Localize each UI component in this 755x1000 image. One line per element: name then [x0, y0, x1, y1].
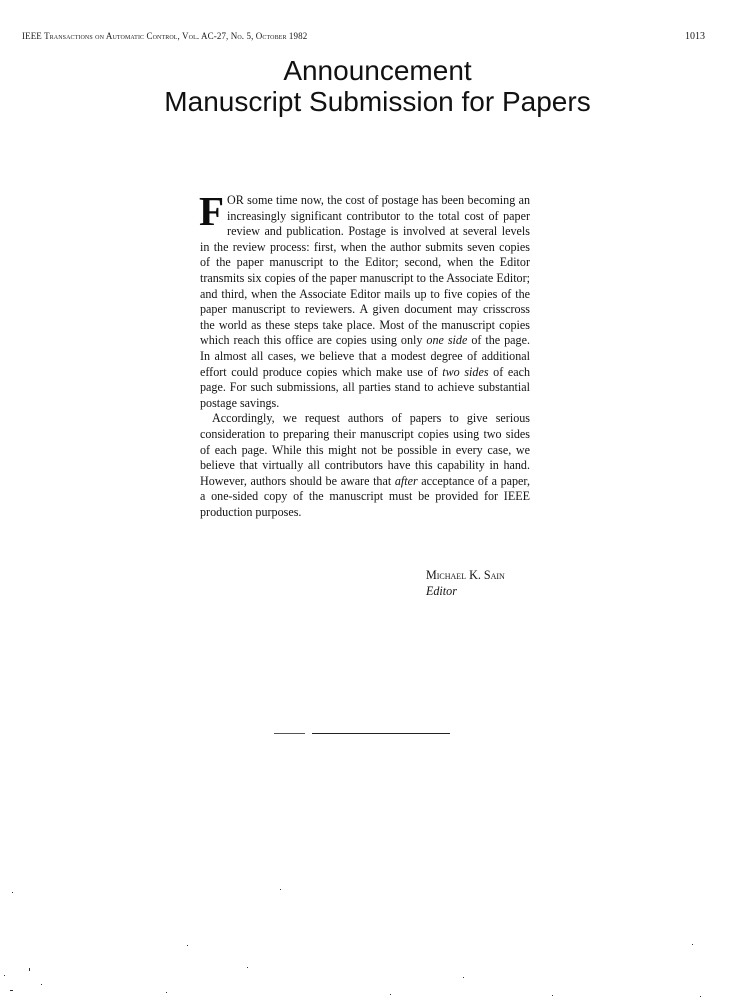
page-number: 1013 — [685, 31, 705, 42]
scan-speck — [10, 990, 13, 991]
scan-speck — [280, 889, 281, 890]
paragraph-1-tail: of each page. For such submissions, all parties stand to achieve substantial postage savings. — [200, 364, 530, 410]
scan-speck — [552, 995, 553, 996]
emphasis-two-sides: two sides — [442, 364, 489, 379]
signature-role: Editor — [426, 583, 457, 598]
emphasis-one-side: one side — [426, 333, 468, 348]
paragraph-1-lead: OR some time now, the cost of postage has been becoming an increasingly significant contributor to the total cost of paper review and publication. Postage is involved at several levels in the review process: first, when the author submits seven copies of the paper manuscript to the Editor; second, when the Editor transmits six copies of the paper manuscript to the Associate Editor; and third, when the Associate Editor mails up to five copies of the paper manuscript to reviewers. A given document may crisscross the world as these steps take place. Most of the manuscript copies which reach this office are copies using only — [200, 193, 530, 348]
paragraph-2-lead: Accordingly, we request authors of papers to give serious consideration to preparing their manuscript copies using two sides of each page. While this might not be possible in every case, we believe that virtually all contributors have this capability in hand. However, authors should be aware that — [200, 411, 530, 488]
title-announcement: Announcement — [283, 55, 472, 86]
separator-rule-short — [274, 733, 305, 734]
paragraph-2 — [200, 411, 530, 520]
separator-rule-long — [312, 733, 450, 734]
scan-speck — [692, 944, 693, 945]
drop-cap: F — [199, 188, 225, 234]
paragraph-1 — [199, 188, 530, 411]
paragraph-1-mid: of the page. In almost all cases, we believe that a modest degree of additional effort could produce copies which make use of — [200, 333, 530, 379]
signature-name: Michael K. Sain — [426, 568, 505, 582]
scan-speck — [700, 996, 701, 997]
title-subject: Manuscript Submission for Papers — [164, 86, 591, 117]
scan-speck — [463, 977, 464, 978]
paragraph-2-tail: acceptance of a paper, a one-sided copy of the manuscript must be provided for IEEE production purposes. — [200, 473, 530, 519]
scan-speck — [187, 945, 188, 946]
article-body — [199, 188, 530, 520]
scan-speck — [166, 992, 167, 993]
signature-block — [426, 568, 505, 599]
running-header: IEEE Transactions on Automatic Control, Vol. AC-27, No. 5, October 1982 — [22, 31, 308, 41]
page-title — [0, 55, 755, 117]
scan-speck — [247, 967, 248, 968]
scan-speck — [12, 892, 13, 893]
scan-speck — [4, 975, 5, 976]
scan-speck — [390, 994, 391, 995]
scan-speck — [41, 984, 42, 985]
emphasis-after: after — [394, 473, 418, 488]
scan-speck — [29, 968, 30, 971]
